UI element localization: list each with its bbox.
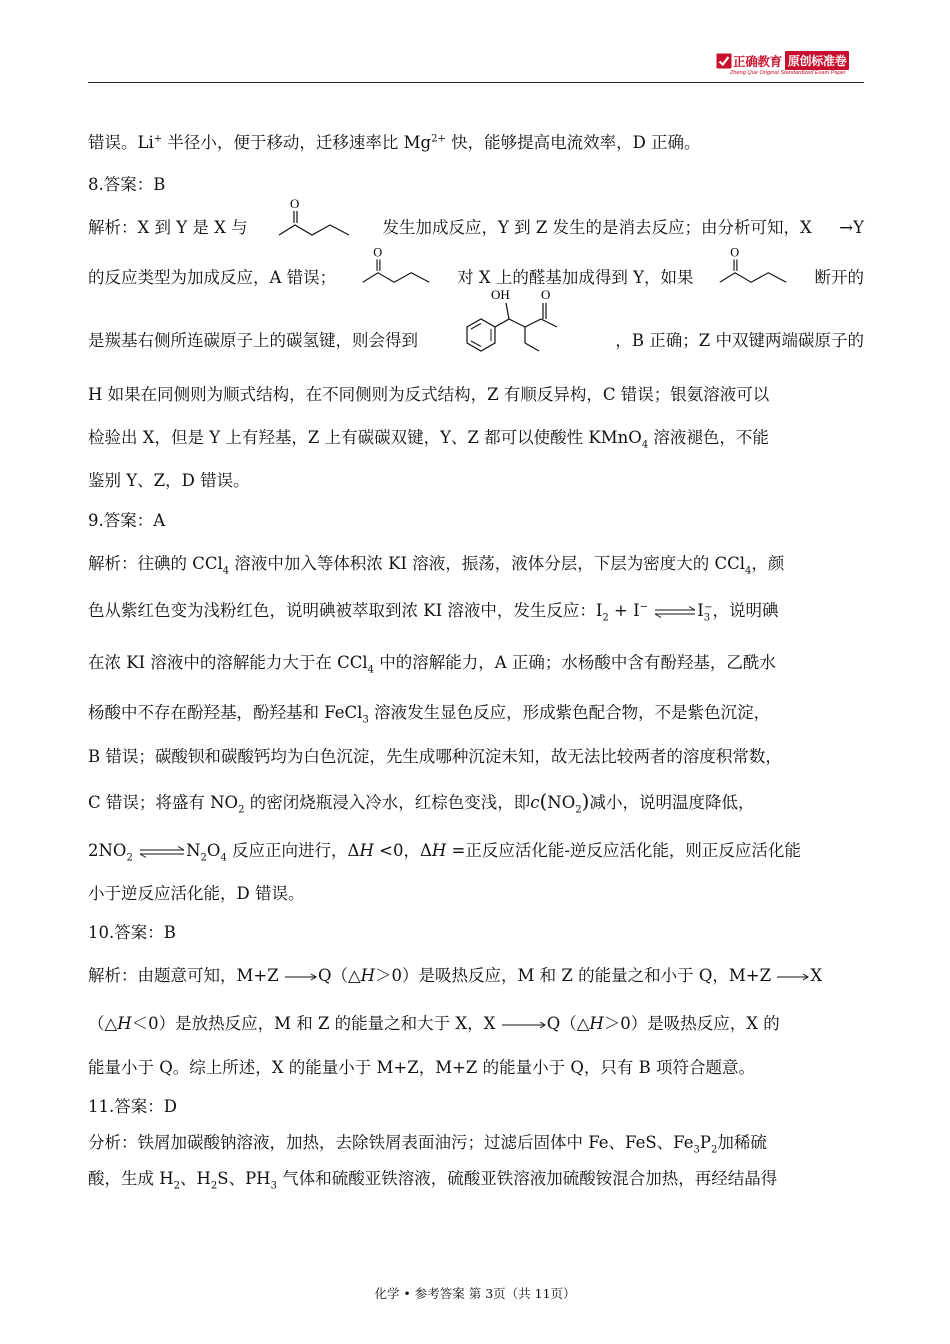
text-line: 错误。Li+ 半径小，便于移动，迁移速率比 $Mg^{2+}$ 快，能够提高电流效率，D 正确。 xyxy=(88,133,701,152)
svg-text:O: O xyxy=(730,246,740,260)
logo-subtitle: Zheng Que Original Standardized Exam Paper xyxy=(730,70,846,76)
header-rule xyxy=(88,82,864,83)
text-line: 分析：铁屑加碳酸钠溶液，加热，去除铁屑表面油污；过滤后固体中 Fe、FeS、$Fe_3P_2$加稀硫 xyxy=(88,1133,767,1156)
text-line: 检验出 X，但是 Y 上有羟基，Z 上有碳碳双键，Y、Z 都可以使酸性 KMnO$_4$ 溶液褪色，不能 xyxy=(88,428,769,451)
check-icon xyxy=(716,53,732,69)
svg-text:O: O xyxy=(540,287,551,302)
logo-text-left: 正确教育 xyxy=(733,53,782,69)
text-line: 解析：往碘的 CCl$_4$ 溶液中加入等体积浓 KI 溶液，振荡，液体分层，下层为密度大的 CCl$_4$，颜 xyxy=(88,554,785,577)
text-line: 的反应类型为加成反应，A 错误； O 对 X 上的醛基加成得到 Y，如果 O 断开的 xyxy=(88,266,864,297)
text-line: H 如果在同侧则为顺式结构，在不同侧则为反式结构，Z 有顺反异构，C 错误；银氨溶液可以 xyxy=(88,385,770,404)
text-line: 酸，生成 $H_2$、$H_2S$、$PH_3$ 气体和硫酸亚铁溶液，硫酸亚铁溶液加硫酸铵混合加热，再经结晶得 xyxy=(88,1169,778,1192)
text-line: 鉴别 Y、Z，D 错误。 xyxy=(88,471,250,490)
brand-logo xyxy=(716,51,864,81)
text-line: 解析：由题意可知，M+Z Q（△H＞0）是吸热反应，M 和 Z 的能量之和小于 Q，M+Z X xyxy=(88,966,823,985)
page-footer: 化学 • 参考答案 第 3页（共 11页） xyxy=(374,1286,576,1301)
text-line: B 错误；碳酸钡和碳酸钙均为白色沉淀，先生成哪种沉淀未知，故无法比较两者的溶度积常数， xyxy=(88,747,782,766)
arrow-right-icon xyxy=(501,1020,547,1030)
text-line: 小于逆反应活化能，D 错误。 xyxy=(88,884,305,903)
svg-text:O: O xyxy=(372,246,382,260)
text-line: 色从紫红色变为浅粉红色，说明碘被萃取到浓 KI 溶液中，发生反应：$I_2 + I^-$ $I_3^-$，说明碘 xyxy=(88,601,779,624)
text-line: 是羰基右侧所连碳原子上的碳氢键，则会得到 OH O ，B 正确；Z 中双键两端碳原子的 xyxy=(88,329,864,372)
svg-text:O: O xyxy=(290,198,300,211)
arrow-right-icon xyxy=(776,972,810,982)
arrow-right-icon xyxy=(284,972,318,982)
svg-text:OH: OH xyxy=(490,287,510,302)
butanone-structure xyxy=(359,246,435,297)
logo-text-right: 原创标准卷 xyxy=(785,51,850,70)
aldol-product-structure xyxy=(453,287,581,372)
answer-9: 9.答案：A xyxy=(88,511,166,530)
equilibrium-arrow-icon xyxy=(653,606,697,618)
butanone-structure xyxy=(716,246,792,297)
answer-8: 8.答案：B xyxy=(88,175,166,194)
text-line: C 错误；将盛有 $NO_2$ 的密闭烧瓶浸入冷水，红棕色变浅，即$c(NO_2)$减小，说明温度降低， xyxy=(88,789,755,816)
answer-10: 10.答案：B xyxy=(88,923,176,942)
text-line: （△H＜0）是放热反应，M 和 Z 的能量之和大于 X，X Q（△H＞0）是吸热反应，X 的 xyxy=(88,1014,780,1033)
equilibrium-arrow-icon xyxy=(138,846,186,858)
text-line: 在浓 KI 溶液中的溶解能力大于在 CCl$_4$ 中的溶解能力，A 正确；水杨酸中含有酚羟基，乙酰水 xyxy=(88,653,776,676)
text-line: 解析：X 到 Y 是 X 与 O 发生加成反应，Y 到 Z 发生的是消去反应；由分析可知，X →Y xyxy=(88,216,864,249)
text-line: 杨酸中不存在酚羟基，酚羟基和 FeCl$_3$ 溶液发生显色反应，形成紫色配合物，不是紫色沉淀， xyxy=(88,703,771,726)
butanone-structure xyxy=(275,198,355,249)
answer-11: 11.答案：D xyxy=(88,1097,177,1116)
text-line: $2NO_2$ $N_2O_4$ 反应正向进行，ΔH <0，ΔH =正反应活化能-逆反应活化能，则正反应活化能 xyxy=(88,841,801,864)
text-line: 能量小于 Q。综上所述，X 的能量小于 M+Z，M+Z 的能量小于 Q，只有 B 项符合题意。 xyxy=(88,1058,756,1077)
